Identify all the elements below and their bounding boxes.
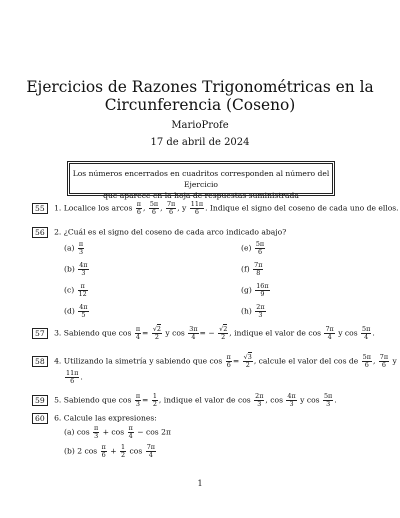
item-a: (a) $\frac{\pi}{3}$ (64, 240, 84, 256)
item-g: (g) $\frac{16\pi}{9}$ (241, 282, 269, 298)
page-number: 1 (197, 479, 203, 488)
fraction: $\frac{5\pi}{6}$ (149, 200, 159, 216)
expression-a: (a) cos $\frac{\pi}{3}$ + cos $\frac{\pi}{4}$ − cos 2π (64, 424, 171, 440)
fraction: $\frac{\pi}{6}$ (136, 200, 141, 216)
fraction: $\frac{7\pi}{6}$ (166, 200, 176, 216)
exercise-56 (32, 227, 286, 238)
date: 17 de abril de 2024 (150, 137, 250, 148)
instructions-box (69, 163, 333, 200)
item-c: (c) $\frac{\pi}{12}$ (64, 282, 87, 298)
title-line-2: Circunferencia (Coseno) (104, 96, 296, 114)
exercise-number-box: 57 (32, 328, 48, 339)
exercise-index: 5. (54, 395, 62, 405)
author: MarioProfe (171, 120, 229, 131)
exercise-57: 57 3. Sabiendo que cos $\frac{\pi}{4}$ = $\frac{√2}{2}$ y cos $\frac{3\pi}{4}$ = − $\frac{√2}{2}$ , indique el valor de cos $\frac{7\pi}{4}$ y cos $\frac{5\pi}{4}$ . (32, 326, 375, 341)
exercise-index: 3. (54, 328, 62, 338)
title-line-1: Ejercicios de Razones Trigonométricas en la (26, 78, 374, 96)
item-h: (h) $\frac{2\pi}{3}$ (241, 303, 265, 319)
exercise-58-continuation: $\frac{11\pi}{6}$ . (66, 369, 83, 385)
exercise-55: 55 1. Localice los arcos $\frac{\pi}{6}$ , $\frac{5\pi}{6}$ , $\frac{7\pi}{6}$ , y $\frac{11\pi}{6}$ . Indique el signo del coseno de cada uno de ellos. (32, 201, 399, 216)
exercise-58: 58 4. Utilizando la simetría y sabiendo que cos $\frac{\pi}{6}$ = $\frac{√3}{2}$ , calcule el valor del cos de $\frac{5\pi}{6}$ , $\frac{7\pi}{6}$ y (32, 354, 397, 369)
note-line-2: que aparece en la hoja de respuestas suministrada (103, 191, 299, 200)
exercise-number-box: 60 (32, 413, 48, 424)
exercise-index: 4. (54, 356, 62, 366)
exercise-index: 6. (54, 413, 62, 423)
item-d: (d) $\frac{4\pi}{5}$ (64, 303, 88, 319)
text: ¿Cuál es el signo del coseno de cada arco indicado abajo? (63, 227, 287, 237)
exercise-index: 1. (54, 203, 62, 213)
exercise-number-box: 55 (32, 203, 48, 214)
exercise-index: 2. (54, 227, 62, 237)
text: Localice los arcos (63, 203, 133, 213)
exercise-number-box: 59 (32, 395, 48, 406)
exercise-number-box: 56 (32, 227, 48, 238)
item-f: (f) $\frac{7\pi}{8}$ (241, 261, 263, 277)
text: . Indique el signo del coseno de cada uno de ellos. (205, 203, 399, 213)
item-e: (e) $\frac{5\pi}{6}$ (241, 240, 265, 256)
note-line-1: Los números encerrados en cuadritos corresponden al número del Ejercicio (72, 169, 330, 189)
item-b: (b) $\frac{4\pi}{3}$ (64, 261, 88, 277)
expression-b: (b) 2 cos $\frac{\pi}{6}$ + $\frac{1}{2}$ cos $\frac{7\pi}{4}$ (64, 443, 155, 459)
fraction: $\frac{11\pi}{6}$ (190, 200, 204, 216)
exercise-number-box: 58 (32, 356, 48, 367)
exercise-59: 59 5. Sabiendo que cos $\frac{\pi}{3}$ = $\frac{1}{2}$ , indique el valor de cos $\frac{2\pi}{3}$ , cos $\frac{4\pi}{3}$ y cos $\frac{5\pi}{3}$ . (32, 393, 337, 408)
exercise-60: 60 6. Calcule las expresiones: (32, 413, 157, 424)
